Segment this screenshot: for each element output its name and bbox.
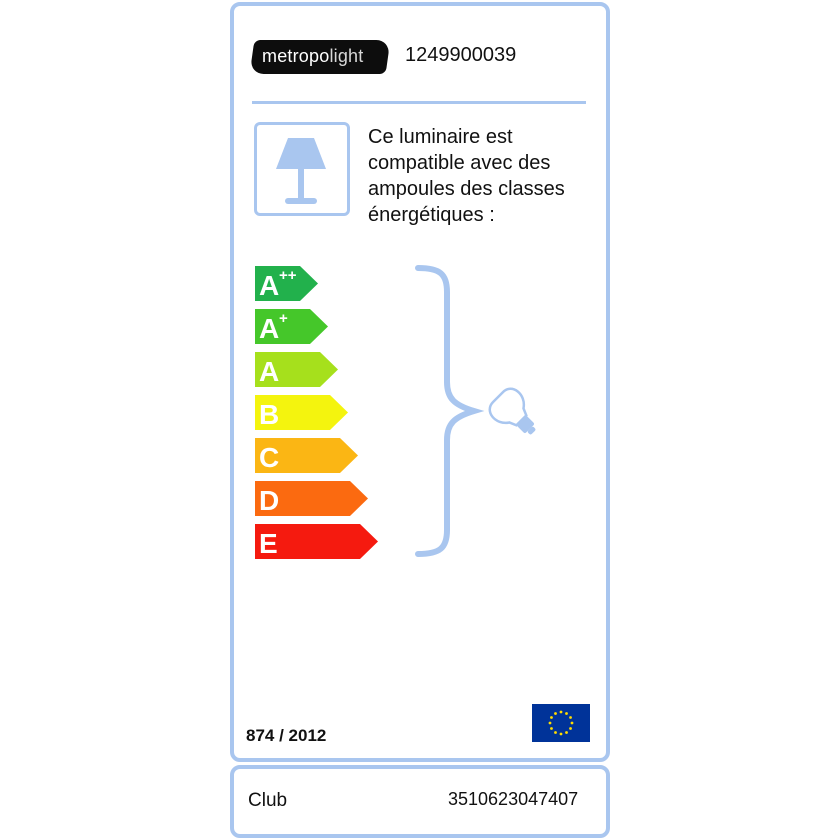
brand-name-part2: light bbox=[329, 46, 364, 66]
energy-class-label-1: A bbox=[259, 313, 280, 344]
product-code: 1249900039 bbox=[405, 44, 517, 66]
eu-flag-icon bbox=[532, 704, 590, 742]
eu-star-2 bbox=[569, 716, 572, 719]
eu-star-7 bbox=[554, 731, 557, 734]
regulation-number: 874 / 2012 bbox=[246, 726, 327, 745]
energy-class-label-5: D bbox=[259, 485, 280, 516]
eu-star-5 bbox=[565, 731, 568, 734]
eu-star-0 bbox=[560, 711, 563, 714]
eu-star-6 bbox=[560, 733, 563, 736]
energy-class-superscript-1: + bbox=[279, 310, 288, 327]
energy-class-arrows bbox=[255, 266, 378, 559]
ean-barcode-number: 3510623047407 bbox=[448, 789, 579, 809]
eu-star-4 bbox=[569, 727, 572, 730]
eu-star-9 bbox=[549, 722, 552, 725]
energy-class-label-3: B bbox=[259, 399, 280, 430]
energy-class-label-2: A bbox=[259, 356, 280, 387]
compatibility-description: Ce luminaire est compatible avec des ampoules des classes énergétiques : bbox=[368, 126, 565, 226]
energy-class-label-4: C bbox=[259, 442, 280, 473]
eu-star-3 bbox=[571, 722, 574, 725]
bracket-icon bbox=[418, 268, 474, 554]
eu-star-8 bbox=[550, 727, 553, 730]
product-name: Club bbox=[248, 790, 288, 811]
eu-star-11 bbox=[554, 712, 557, 715]
eu-star-1 bbox=[565, 712, 568, 715]
energy-class-label-6: E bbox=[259, 528, 278, 559]
bulb-icon bbox=[485, 384, 546, 445]
brand-name-part1: metropo bbox=[262, 46, 330, 66]
eu-star-10 bbox=[550, 716, 553, 719]
energy-class-superscript-0: ++ bbox=[279, 267, 297, 284]
energy-class-label-0: A bbox=[259, 270, 280, 301]
